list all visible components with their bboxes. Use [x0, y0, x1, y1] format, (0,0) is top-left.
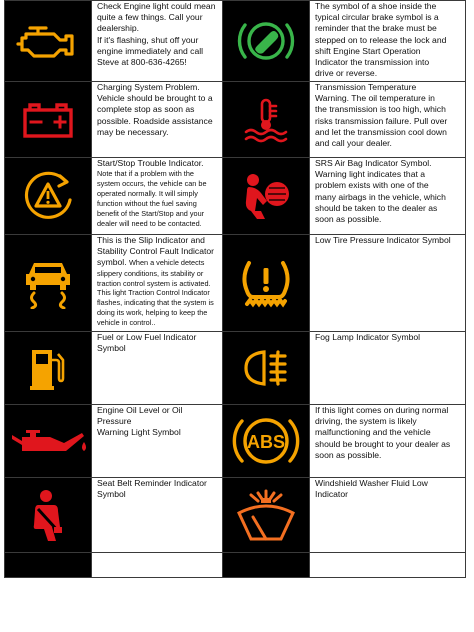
- description-line: This is the Slip Indicator and: [97, 235, 205, 245]
- description-line: engine immediately and call: [97, 45, 204, 56]
- description-line: Transmission Temperature: [315, 82, 417, 92]
- description-line: The symbol of a shoe inside the: [315, 1, 437, 11]
- description-line: If this light comes on during normal: [315, 405, 449, 415]
- description-line: Charging System Problem.: [97, 82, 200, 92]
- description-line: complete stop as soon as: [97, 104, 195, 115]
- description-line: Steve at 800-636-4265!: [97, 57, 187, 68]
- description-line: SRS Air Bag Indicator Symbol.: [315, 158, 432, 168]
- check-engine-icon: [16, 20, 80, 62]
- description-line: Start/Stop Trouble Indicator.: [97, 158, 204, 168]
- empty-cell: [223, 553, 310, 578]
- fog-lamp-icon: [240, 348, 292, 388]
- fuel-pump-icon: [28, 346, 68, 390]
- foot-on-brake-icon: [236, 13, 296, 69]
- icon-cell: [5, 82, 92, 158]
- srs-airbag-icon: [239, 171, 293, 221]
- description-line: This light Traction Control Indicator: [97, 288, 210, 298]
- description-line: may be necessary.: [97, 126, 169, 137]
- icon-cell: [223, 1, 310, 82]
- start-stop-warning-icon: [20, 168, 76, 224]
- icon-cell: [5, 478, 92, 553]
- description-line: malfunctioning and the vehicle: [315, 427, 431, 438]
- description-line: typical circular brake symbol is a: [315, 12, 439, 23]
- description-line: soon as possible.: [315, 449, 382, 460]
- icon-cell: [5, 235, 92, 332]
- description-line: the transmission is too high, which: [315, 104, 446, 115]
- table-row: [5, 553, 466, 578]
- abs-icon: [230, 413, 302, 469]
- description-line: stepped on to release the lock and: [315, 34, 447, 45]
- indicator-description: [92, 478, 223, 553]
- description-line: Indicator the transmission into: [315, 57, 430, 68]
- seat-belt-icon: [22, 487, 74, 543]
- indicator-description: [310, 235, 466, 332]
- description-line: Symbol: [97, 489, 126, 500]
- description-line: Seat Belt Reminder Indicator: [97, 478, 207, 488]
- description-line: should be taken to the dealer as: [315, 202, 438, 213]
- description-line: dealer will need to be contacted.: [97, 218, 202, 228]
- icon-cell: [223, 332, 310, 405]
- description-line: Stability Control Fault Indicator: [97, 246, 215, 257]
- empty-cell: [310, 553, 466, 578]
- tire-pressure-icon: [237, 257, 295, 309]
- description-line: Note that if a problem with the: [97, 169, 194, 179]
- icon-cell: [223, 478, 310, 553]
- transmission-temperature-icon: [241, 96, 291, 144]
- icon-cell: [223, 235, 310, 332]
- table-row: [5, 478, 466, 553]
- table-row: [5, 405, 466, 478]
- indicator-description: [310, 332, 466, 405]
- description-line: Vehicle should be brought to a: [97, 93, 213, 104]
- description-line: If it's flashing, shut off your: [97, 34, 199, 45]
- description-line: slippery conditions, its stability or: [97, 268, 204, 278]
- indicator-table: [4, 0, 466, 578]
- icon-cell: [223, 158, 310, 235]
- table-row: [5, 332, 466, 405]
- indicator-description: [310, 158, 466, 235]
- description-line: should be brought to your dealer as: [315, 438, 451, 449]
- indicator-description: [310, 405, 466, 478]
- table-row: [5, 158, 466, 235]
- indicator-description: [92, 158, 223, 235]
- table-row: [5, 235, 466, 332]
- description-line: and call your dealer.: [315, 138, 392, 149]
- description-line: operated normally. It will simply: [97, 189, 198, 199]
- abs-icon-label: ABS: [246, 432, 286, 452]
- indicator-description: [310, 478, 466, 553]
- description-line: symbol.: [97, 257, 127, 268]
- description-line: doing its work, helping to keep the: [97, 308, 208, 318]
- icon-cell: [5, 332, 92, 405]
- table-row: [5, 1, 466, 82]
- description-line: problem exists with one of the: [315, 180, 429, 191]
- description-line: Warning. The oil temperature in: [315, 93, 435, 104]
- description-line: flashes, indicating that the system is: [97, 298, 214, 308]
- description-line: Fog Lamp Indicator Symbol: [315, 332, 421, 342]
- description-line: drive or reverse.: [315, 68, 378, 79]
- description-line: risks transmission failure. Pull over: [315, 115, 448, 126]
- description-line: many airbags in the vehicle, which: [315, 191, 446, 202]
- description-line: Check Engine light could mean: [97, 1, 216, 11]
- description-line: Warning Light Symbol: [97, 427, 181, 438]
- description-line: traction control system is activated.: [97, 278, 211, 288]
- description-line: Engine Oil Level or Oil Pressure: [97, 405, 183, 427]
- description-line: vehicle in control..: [97, 318, 156, 328]
- description-line: Indicator: [315, 489, 348, 500]
- icon-cell: [223, 82, 310, 158]
- icon-cell: [5, 1, 92, 82]
- indicator-description: [310, 82, 466, 158]
- description-line: Symbol: [97, 343, 126, 354]
- icon-cell: [5, 405, 92, 478]
- description-line: soon as possible.: [315, 214, 382, 225]
- indicator-reference-sheet: [4, 0, 465, 602]
- battery-icon: [20, 100, 76, 140]
- icon-cell: [223, 405, 310, 478]
- description-line: system occurs, the vehicle can be: [97, 179, 207, 189]
- description-line: Warning light indicates that a: [315, 169, 426, 180]
- oil-can-icon: [8, 421, 88, 461]
- description-line: benefit of the Start/Stop and your: [97, 208, 205, 218]
- description-line: dealership.: [97, 23, 140, 34]
- description-line: quite a few things. Call your: [97, 12, 203, 23]
- description-line: Fuel or Low Fuel Indicator: [97, 332, 197, 342]
- description-line: function without the fuel saving: [97, 198, 197, 208]
- indicator-description: [92, 235, 223, 332]
- description-line: shift Engine Start Operation: [315, 45, 421, 56]
- description-line: possible. Roadside assistance: [97, 115, 213, 126]
- empty-cell: [92, 553, 223, 578]
- description-line: reminder that the brake must be: [315, 23, 437, 34]
- traction-control-icon: [20, 257, 76, 309]
- indicator-description: [310, 1, 466, 82]
- description-line: Low Tire Pressure Indicator Symbol: [315, 235, 451, 245]
- description-line: When a vehicle detects: [129, 258, 205, 268]
- icon-cell: [5, 158, 92, 235]
- washer-fluid-icon: [231, 485, 301, 545]
- indicator-description: [92, 405, 223, 478]
- description-line: Windshield Washer Fluid Low: [315, 478, 428, 488]
- description-line: driving, the system is likely: [315, 416, 417, 427]
- indicator-description: [92, 82, 223, 158]
- description-line: and let the transmission cool down: [315, 126, 447, 137]
- empty-cell: [5, 553, 92, 578]
- indicator-description: [92, 1, 223, 82]
- indicator-description: [92, 332, 223, 405]
- table-row: [5, 82, 466, 158]
